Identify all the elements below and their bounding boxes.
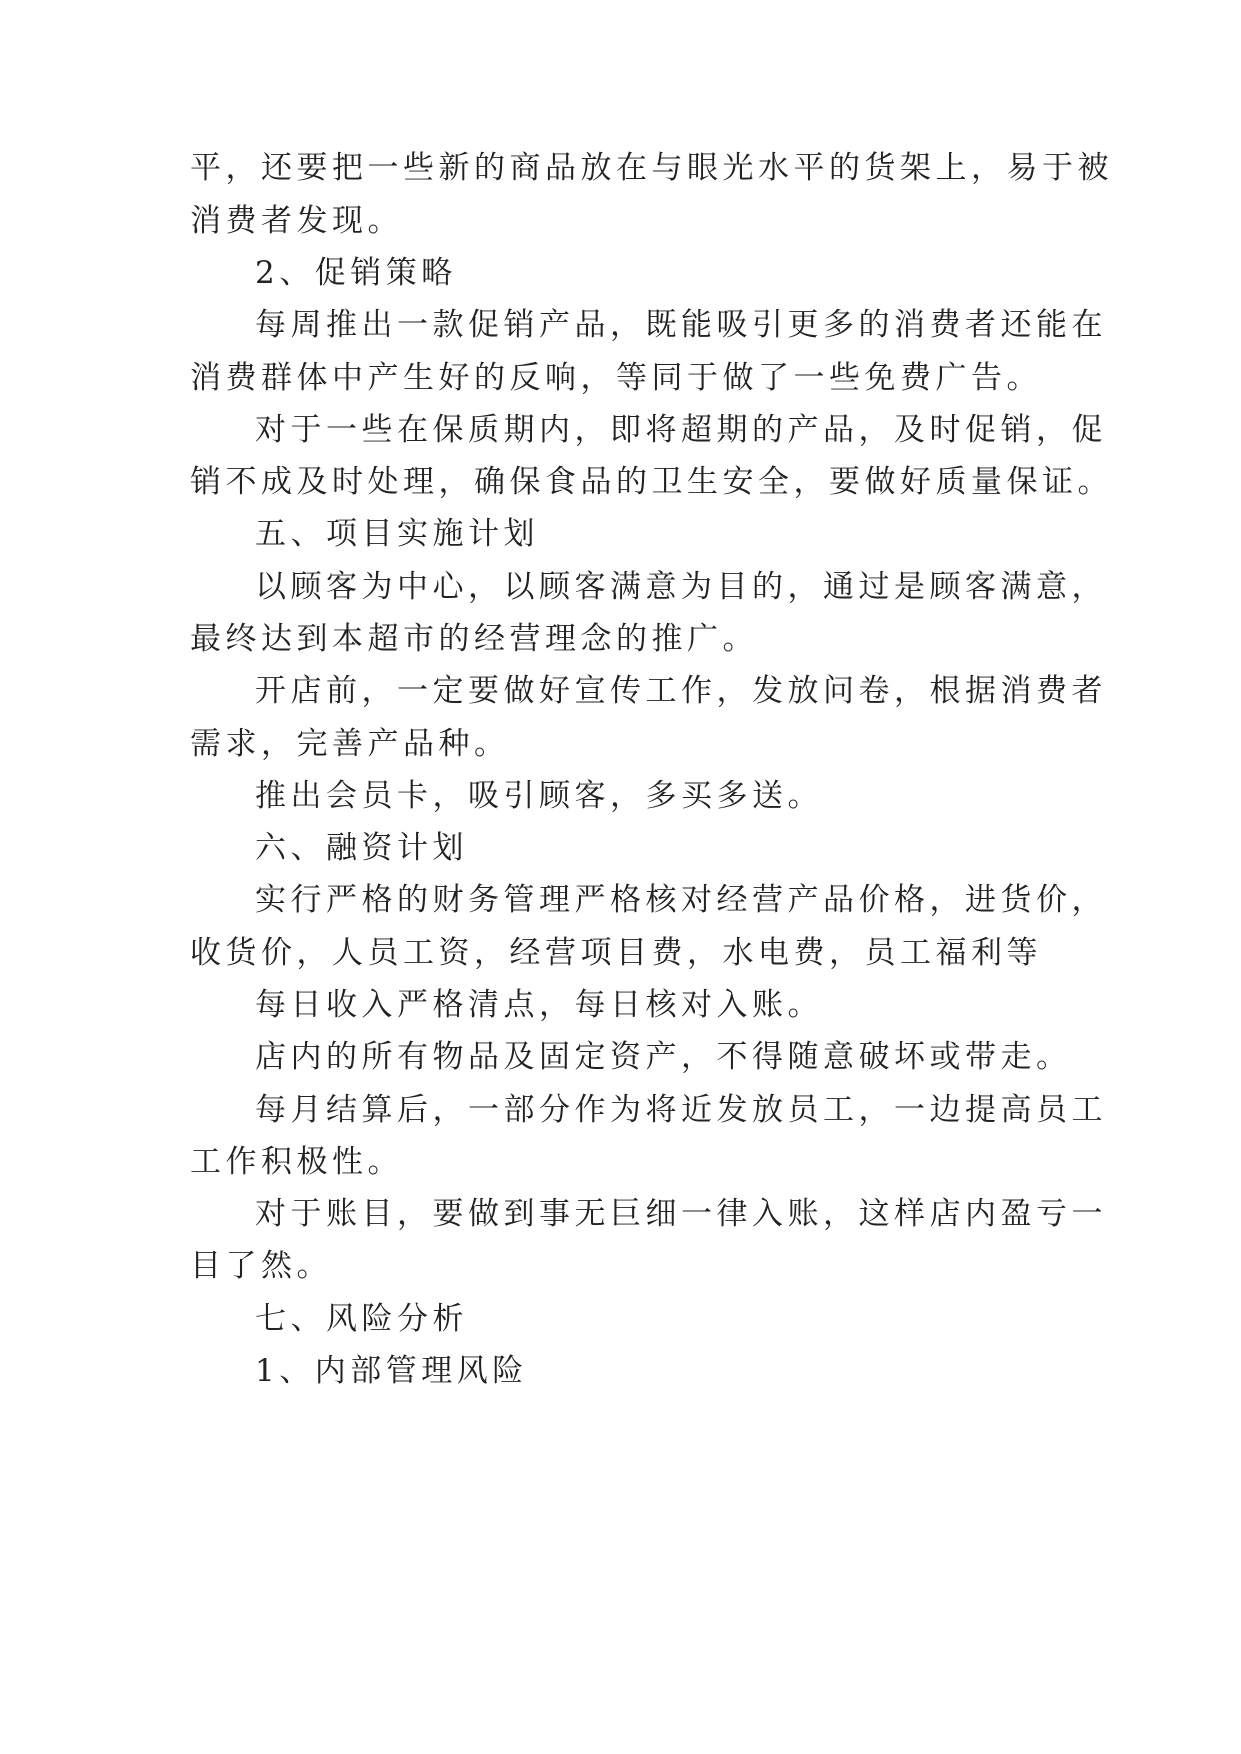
text-line: 消费群体中产生好的反响，等同于做了一些免费广告。 <box>190 360 1042 396</box>
text-line: 对于一些在保质期内，即将超期的产品，及时促销，促 <box>255 412 1107 448</box>
text-line: 推出会员卡，吸引顾客，多买多送。 <box>255 778 823 814</box>
text-line: 实行严格的财务管理严格核对经营产品价格，进货价， <box>255 882 1107 918</box>
text-line: 需求，完善产品种。 <box>190 726 510 762</box>
text-line: 店内的所有物品及固定资产，不得随意破坏或带走。 <box>255 1039 1072 1075</box>
document-page <box>190 0 1113 1754</box>
text-line: 收货价，人员工资，经营项目费，水电费，员工福利等 <box>190 935 1042 971</box>
text-line: 开店前，一定要做好宣传工作，发放问卷，根据消费者 <box>255 673 1107 709</box>
text-line: 每月结算后，一部分作为将近发放员工，一边提高员工 <box>255 1092 1107 1128</box>
section-heading: 1、内部管理风险 <box>255 1353 528 1389</box>
text-line: 消费者发现。 <box>190 203 403 239</box>
text-line: 对于账目，要做到事无巨细一律入账，这样店内盈亏一 <box>255 1196 1107 1232</box>
text-line: 工作积极性。 <box>190 1144 403 1180</box>
section-heading: 五、项目实施计划 <box>255 516 539 552</box>
text-line: 最终达到本超市的经营理念的推广。 <box>190 621 758 657</box>
text-line: 目了然。 <box>190 1248 332 1284</box>
text-line: 每日收入严格清点，每日核对入账。 <box>255 987 823 1023</box>
text-line: 销不成及时处理，确保食品的卫生安全，要做好质量保证。 <box>190 464 1113 500</box>
text-line: 平，还要把一些新的商品放在与眼光水平的货架上，易于被 <box>190 150 1113 186</box>
section-heading: 七、风险分析 <box>255 1301 468 1337</box>
section-heading: 六、融资计划 <box>255 830 468 866</box>
text-line: 每周推出一款促销产品，既能吸引更多的消费者还能在 <box>255 307 1107 343</box>
text-line: 以顾客为中心，以顾客满意为目的，通过是顾客满意， <box>255 569 1107 605</box>
section-heading: 2、促销策略 <box>255 255 457 291</box>
